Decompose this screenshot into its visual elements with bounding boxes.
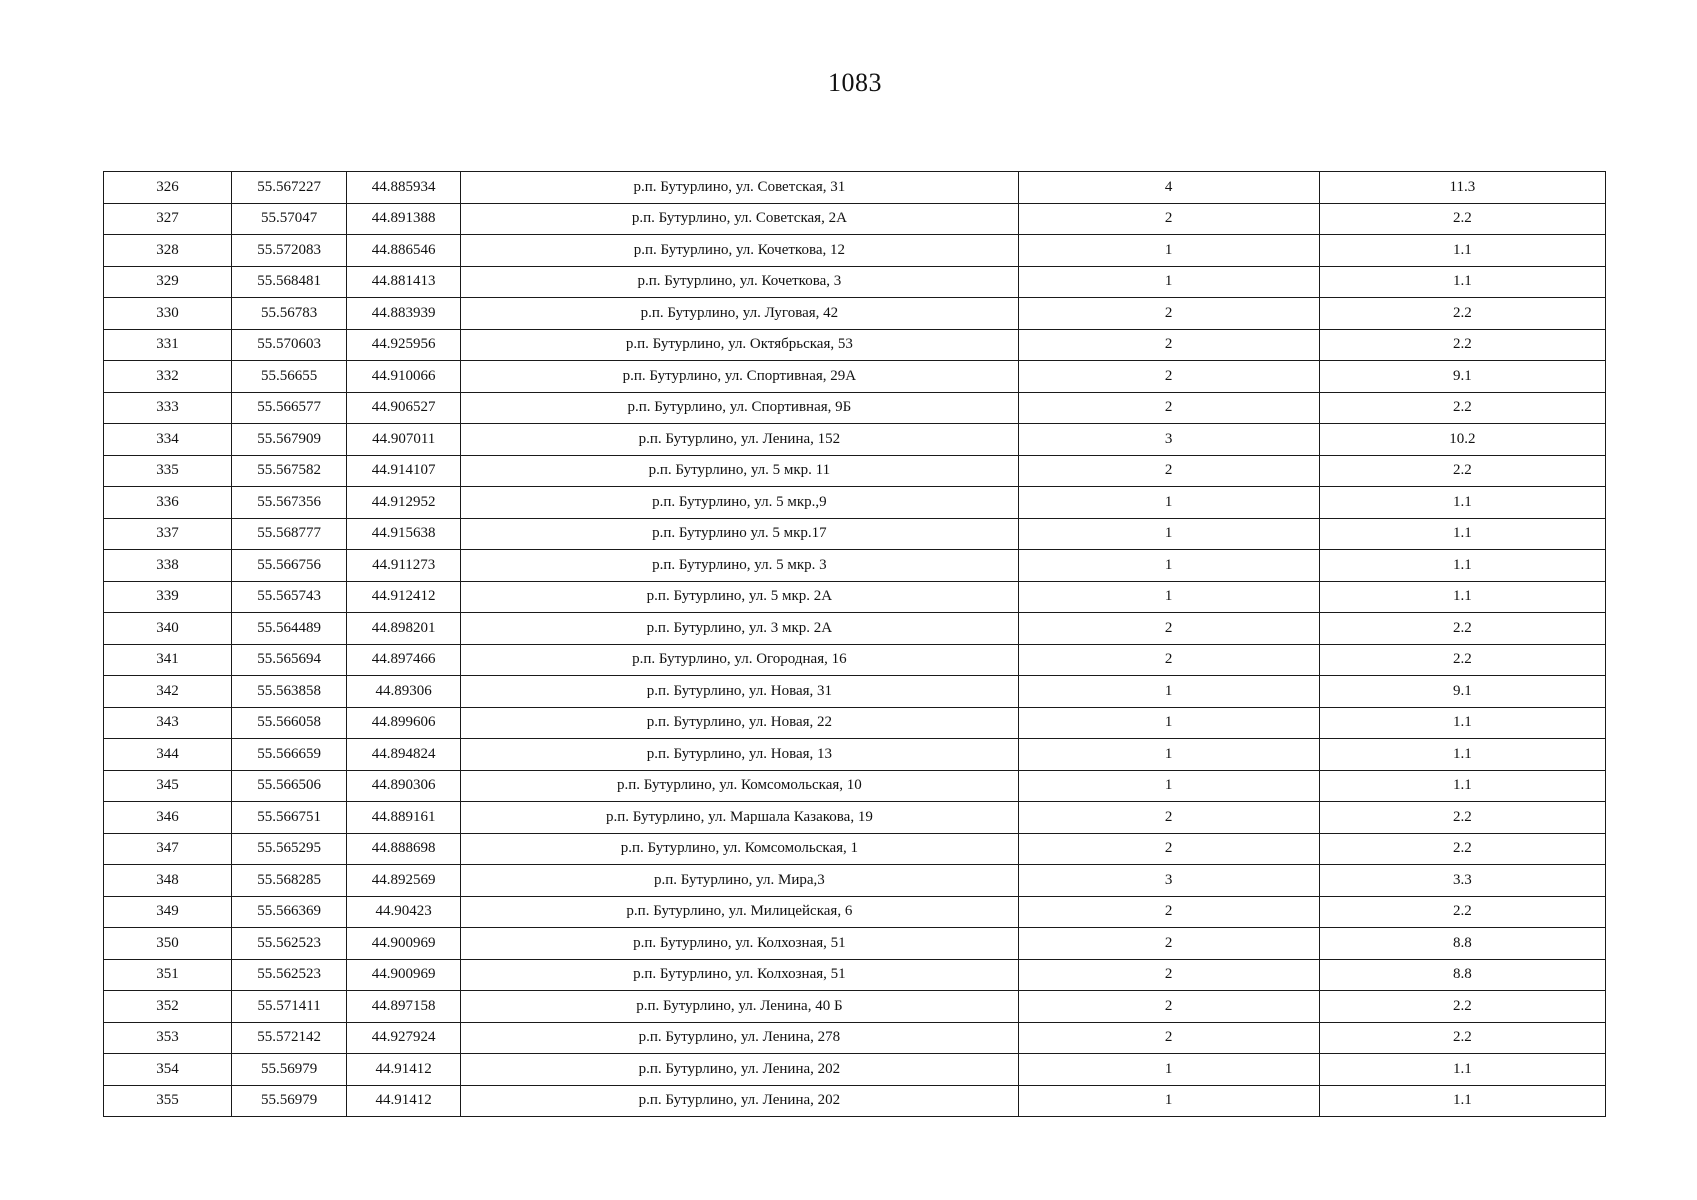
longitude-cell: 44.910066	[347, 361, 461, 393]
data-table	[103, 171, 1606, 1117]
value-cell: 1.1	[1319, 1054, 1605, 1086]
longitude-cell: 44.886546	[347, 235, 461, 267]
longitude-cell: 44.892569	[347, 865, 461, 897]
table-row	[104, 172, 1606, 204]
longitude-cell: 44.925956	[347, 329, 461, 361]
value-cell: 2.2	[1319, 1022, 1605, 1054]
longitude-cell: 44.912952	[347, 487, 461, 519]
table-row	[104, 1022, 1606, 1054]
table-row	[104, 487, 1606, 519]
row-number-cell: 328	[104, 235, 232, 267]
table-row	[104, 518, 1606, 550]
longitude-cell: 44.899606	[347, 707, 461, 739]
count-cell: 2	[1018, 613, 1319, 645]
row-number-cell: 345	[104, 770, 232, 802]
table-row	[104, 424, 1606, 456]
address-cell: р.п. Бутурлино, ул. Спортивная, 9Б	[461, 392, 1018, 424]
address-cell: р.п. Бутурлино, ул. Ленина, 202	[461, 1085, 1018, 1117]
count-cell: 2	[1018, 991, 1319, 1023]
latitude-cell: 55.562523	[232, 959, 347, 991]
address-cell: р.п. Бутурлино, ул. Новая, 13	[461, 739, 1018, 771]
longitude-cell: 44.906527	[347, 392, 461, 424]
table-row	[104, 707, 1606, 739]
row-number-cell: 353	[104, 1022, 232, 1054]
address-cell: р.п. Бутурлино, ул. 5 мкр.,9	[461, 487, 1018, 519]
longitude-cell: 44.888698	[347, 833, 461, 865]
table-row	[104, 203, 1606, 235]
count-cell: 2	[1018, 361, 1319, 393]
address-cell: р.п. Бутурлино, ул. Новая, 31	[461, 676, 1018, 708]
count-cell: 2	[1018, 833, 1319, 865]
latitude-cell: 55.56979	[232, 1054, 347, 1086]
count-cell: 1	[1018, 518, 1319, 550]
row-number-cell: 336	[104, 487, 232, 519]
latitude-cell: 55.566369	[232, 896, 347, 928]
count-cell: 2	[1018, 928, 1319, 960]
row-number-cell: 334	[104, 424, 232, 456]
latitude-cell: 55.56979	[232, 1085, 347, 1117]
longitude-cell: 44.881413	[347, 266, 461, 298]
table-row	[104, 361, 1606, 393]
address-cell: р.п. Бутурлино, ул. Кочеткова, 3	[461, 266, 1018, 298]
address-cell: р.п. Бутурлино, ул. Мира,3	[461, 865, 1018, 897]
latitude-cell: 55.566756	[232, 550, 347, 582]
latitude-cell: 55.567356	[232, 487, 347, 519]
count-cell: 1	[1018, 676, 1319, 708]
value-cell: 2.2	[1319, 644, 1605, 676]
latitude-cell: 55.57047	[232, 203, 347, 235]
count-cell: 2	[1018, 1022, 1319, 1054]
address-cell: р.п. Бутурлино, ул. Колхозная, 51	[461, 928, 1018, 960]
longitude-cell: 44.894824	[347, 739, 461, 771]
table-row	[104, 676, 1606, 708]
value-cell: 2.2	[1319, 833, 1605, 865]
address-cell: р.п. Бутурлино, ул. Комсомольская, 10	[461, 770, 1018, 802]
row-number-cell: 352	[104, 991, 232, 1023]
table-row	[104, 392, 1606, 424]
value-cell: 2.2	[1319, 203, 1605, 235]
latitude-cell: 55.572083	[232, 235, 347, 267]
latitude-cell: 55.566659	[232, 739, 347, 771]
value-cell: 1.1	[1319, 739, 1605, 771]
table-row	[104, 959, 1606, 991]
table-row	[104, 865, 1606, 897]
value-cell: 9.1	[1319, 676, 1605, 708]
address-cell: р.п. Бутурлино, ул. Ленина, 278	[461, 1022, 1018, 1054]
address-cell: р.п. Бутурлино, ул. Колхозная, 51	[461, 959, 1018, 991]
latitude-cell: 55.565295	[232, 833, 347, 865]
latitude-cell: 55.572142	[232, 1022, 347, 1054]
count-cell: 1	[1018, 235, 1319, 267]
table-row	[104, 928, 1606, 960]
table-body	[104, 172, 1606, 1117]
count-cell: 1	[1018, 266, 1319, 298]
row-number-cell: 327	[104, 203, 232, 235]
longitude-cell: 44.889161	[347, 802, 461, 834]
table-row	[104, 1054, 1606, 1086]
value-cell: 2.2	[1319, 329, 1605, 361]
row-number-cell: 344	[104, 739, 232, 771]
longitude-cell: 44.907011	[347, 424, 461, 456]
longitude-cell: 44.897466	[347, 644, 461, 676]
table-row	[104, 455, 1606, 487]
value-cell: 2.2	[1319, 455, 1605, 487]
value-cell: 1.1	[1319, 770, 1605, 802]
count-cell: 2	[1018, 455, 1319, 487]
table-row	[104, 802, 1606, 834]
table-row	[104, 266, 1606, 298]
address-cell: р.п. Бутурлино, ул. Огородная, 16	[461, 644, 1018, 676]
page-number: 1083	[828, 68, 882, 97]
count-cell: 1	[1018, 550, 1319, 582]
longitude-cell: 44.927924	[347, 1022, 461, 1054]
value-cell: 1.1	[1319, 581, 1605, 613]
table-row	[104, 896, 1606, 928]
count-cell: 2	[1018, 298, 1319, 330]
address-cell: р.п. Бутурлино, ул. Ленина, 202	[461, 1054, 1018, 1086]
count-cell: 3	[1018, 424, 1319, 456]
table-row	[104, 550, 1606, 582]
row-number-cell: 332	[104, 361, 232, 393]
longitude-cell: 44.89306	[347, 676, 461, 708]
count-cell: 2	[1018, 644, 1319, 676]
count-cell: 2	[1018, 959, 1319, 991]
row-number-cell: 351	[104, 959, 232, 991]
address-cell: р.п. Бутурлино, ул. Милицейская, 6	[461, 896, 1018, 928]
value-cell: 2.2	[1319, 991, 1605, 1023]
row-number-cell: 350	[104, 928, 232, 960]
latitude-cell: 55.568285	[232, 865, 347, 897]
row-number-cell: 330	[104, 298, 232, 330]
latitude-cell: 55.568777	[232, 518, 347, 550]
table-row	[104, 739, 1606, 771]
longitude-cell: 44.890306	[347, 770, 461, 802]
latitude-cell: 55.570603	[232, 329, 347, 361]
longitude-cell: 44.90423	[347, 896, 461, 928]
latitude-cell: 55.567909	[232, 424, 347, 456]
count-cell: 2	[1018, 802, 1319, 834]
value-cell: 1.1	[1319, 518, 1605, 550]
address-cell: р.п. Бутурлино, ул. Советская, 2А	[461, 203, 1018, 235]
longitude-cell: 44.883939	[347, 298, 461, 330]
row-number-cell: 355	[104, 1085, 232, 1117]
value-cell: 1.1	[1319, 550, 1605, 582]
value-cell: 9.1	[1319, 361, 1605, 393]
row-number-cell: 339	[104, 581, 232, 613]
value-cell: 1.1	[1319, 487, 1605, 519]
table-row	[104, 329, 1606, 361]
latitude-cell: 55.563858	[232, 676, 347, 708]
latitude-cell: 55.562523	[232, 928, 347, 960]
table-row	[104, 1085, 1606, 1117]
address-cell: р.п. Бутурлино, ул. Маршала Казакова, 19	[461, 802, 1018, 834]
longitude-cell: 44.898201	[347, 613, 461, 645]
longitude-cell: 44.911273	[347, 550, 461, 582]
count-cell: 2	[1018, 329, 1319, 361]
value-cell: 1.1	[1319, 266, 1605, 298]
address-cell: р.п. Бутурлино, ул. Луговая, 42	[461, 298, 1018, 330]
count-cell: 1	[1018, 581, 1319, 613]
row-number-cell: 340	[104, 613, 232, 645]
address-cell: р.п. Бутурлино, ул. Октябрьская, 53	[461, 329, 1018, 361]
value-cell: 2.2	[1319, 802, 1605, 834]
address-cell: р.п. Бутурлино, ул. 3 мкр. 2А	[461, 613, 1018, 645]
value-cell: 10.2	[1319, 424, 1605, 456]
table-row	[104, 298, 1606, 330]
latitude-cell: 55.566577	[232, 392, 347, 424]
table-row	[104, 581, 1606, 613]
row-number-cell: 338	[104, 550, 232, 582]
value-cell: 11.3	[1319, 172, 1605, 204]
latitude-cell: 55.567582	[232, 455, 347, 487]
row-number-cell: 342	[104, 676, 232, 708]
longitude-cell: 44.891388	[347, 203, 461, 235]
row-number-cell: 335	[104, 455, 232, 487]
longitude-cell: 44.91412	[347, 1054, 461, 1086]
address-cell: р.п. Бутурлино, ул. 5 мкр. 11	[461, 455, 1018, 487]
address-cell: р.п. Бутурлино ул. 5 мкр.17	[461, 518, 1018, 550]
table-row	[104, 833, 1606, 865]
address-cell: р.п. Бутурлино, ул. Советская, 31	[461, 172, 1018, 204]
address-cell: р.п. Бутурлино, ул. 5 мкр. 2А	[461, 581, 1018, 613]
longitude-cell: 44.900969	[347, 928, 461, 960]
address-cell: р.п. Бутурлино, ул. Спортивная, 29А	[461, 361, 1018, 393]
row-number-cell: 343	[104, 707, 232, 739]
latitude-cell: 55.571411	[232, 991, 347, 1023]
value-cell: 2.2	[1319, 298, 1605, 330]
address-cell: р.п. Бутурлино, ул. Ленина, 152	[461, 424, 1018, 456]
row-number-cell: 333	[104, 392, 232, 424]
latitude-cell: 55.566751	[232, 802, 347, 834]
latitude-cell: 55.565694	[232, 644, 347, 676]
row-number-cell: 347	[104, 833, 232, 865]
table-row	[104, 644, 1606, 676]
latitude-cell: 55.566058	[232, 707, 347, 739]
longitude-cell: 44.915638	[347, 518, 461, 550]
row-number-cell: 349	[104, 896, 232, 928]
table-row	[104, 770, 1606, 802]
longitude-cell: 44.91412	[347, 1085, 461, 1117]
count-cell: 1	[1018, 487, 1319, 519]
row-number-cell: 331	[104, 329, 232, 361]
count-cell: 1	[1018, 739, 1319, 771]
row-number-cell: 326	[104, 172, 232, 204]
table-row	[104, 613, 1606, 645]
row-number-cell: 354	[104, 1054, 232, 1086]
count-cell: 1	[1018, 707, 1319, 739]
table-row	[104, 991, 1606, 1023]
longitude-cell: 44.900969	[347, 959, 461, 991]
address-cell: р.п. Бутурлино, ул. Кочеткова, 12	[461, 235, 1018, 267]
row-number-cell: 348	[104, 865, 232, 897]
longitude-cell: 44.897158	[347, 991, 461, 1023]
row-number-cell: 346	[104, 802, 232, 834]
longitude-cell: 44.912412	[347, 581, 461, 613]
latitude-cell: 55.564489	[232, 613, 347, 645]
count-cell: 1	[1018, 1054, 1319, 1086]
value-cell: 8.8	[1319, 959, 1605, 991]
latitude-cell: 55.565743	[232, 581, 347, 613]
latitude-cell: 55.566506	[232, 770, 347, 802]
latitude-cell: 55.56655	[232, 361, 347, 393]
latitude-cell: 55.568481	[232, 266, 347, 298]
row-number-cell: 341	[104, 644, 232, 676]
latitude-cell: 55.56783	[232, 298, 347, 330]
address-cell: р.п. Бутурлино, ул. Новая, 22	[461, 707, 1018, 739]
value-cell: 2.2	[1319, 896, 1605, 928]
value-cell: 1.1	[1319, 235, 1605, 267]
count-cell: 4	[1018, 172, 1319, 204]
value-cell: 2.2	[1319, 613, 1605, 645]
address-cell: р.п. Бутурлино, ул. Комсомольская, 1	[461, 833, 1018, 865]
count-cell: 1	[1018, 770, 1319, 802]
count-cell: 2	[1018, 203, 1319, 235]
address-cell: р.п. Бутурлино, ул. Ленина, 40 Б	[461, 991, 1018, 1023]
value-cell: 8.8	[1319, 928, 1605, 960]
count-cell: 2	[1018, 896, 1319, 928]
latitude-cell: 55.567227	[232, 172, 347, 204]
count-cell: 3	[1018, 865, 1319, 897]
value-cell: 1.1	[1319, 707, 1605, 739]
value-cell: 2.2	[1319, 392, 1605, 424]
count-cell: 2	[1018, 392, 1319, 424]
longitude-cell: 44.914107	[347, 455, 461, 487]
table-row	[104, 235, 1606, 267]
row-number-cell: 337	[104, 518, 232, 550]
value-cell: 3.3	[1319, 865, 1605, 897]
value-cell: 1.1	[1319, 1085, 1605, 1117]
row-number-cell: 329	[104, 266, 232, 298]
longitude-cell: 44.885934	[347, 172, 461, 204]
count-cell: 1	[1018, 1085, 1319, 1117]
address-cell: р.п. Бутурлино, ул. 5 мкр. 3	[461, 550, 1018, 582]
